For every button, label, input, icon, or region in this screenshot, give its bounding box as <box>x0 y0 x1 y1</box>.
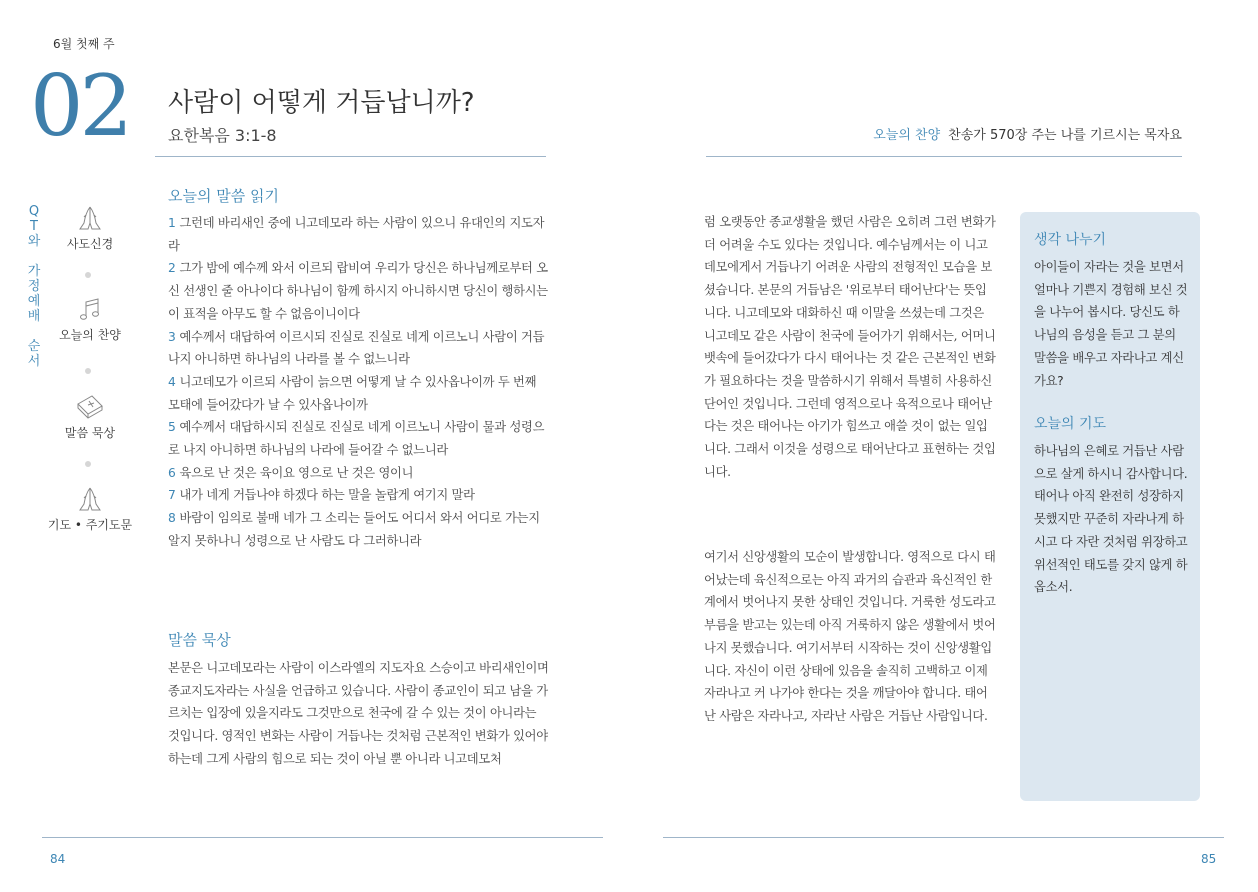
step-label: 오늘의 찬양 <box>59 328 121 342</box>
step-divider-dot <box>85 461 91 467</box>
verse: 1 그런데 바리새인 중에 니고데모라 하는 사람이 있으니 유대인의 지도자라 <box>168 216 545 253</box>
page-number-left: 84 <box>50 852 66 866</box>
footer-rule-right <box>663 837 1224 838</box>
sidebar-vertical-label: Q T 와 가 정 예 배 순 서 <box>27 204 41 369</box>
hymn-label: 오늘의 찬양 <box>873 128 941 143</box>
header-rule-left <box>155 156 546 157</box>
hymn-title: 찬송가 570장 주는 나를 기르시는 목자요 <box>948 128 1182 143</box>
step-divider-dot <box>85 272 91 278</box>
meditation-paragraph-left: 본문은 니고데모라는 사람이 이스라엘의 지도자요 스승이고 바리새인이며 종교지도자라는 사실을 언급하고 있습니다. 사람이 종교인이 되고 남을 가르치는 입장에 있을지라도 그것만으로 천국에 갈 수 있는 것이 아니라는 것입니다. 영적인 변화는 사람이 거듭나는 것처럼 근본적인 변화가 있어야 하는데 그게 사람의 힘으로 되는 것이 아닐 뿐 아니라 니고데모처 <box>168 661 549 766</box>
page-number-right: 85 <box>1201 852 1217 866</box>
meditation-paragraph-right: 럼 오랫동안 종교생활을 했던 사람은 오히려 그런 변화가 더 어려울 수도 있다는 것입니다. 예수님께서는 이 니고데모에게서 거듭나기 어려운 사람의 전형적인 모습을 보셨습니다. 본문의 거듭남은 '위로부터 태어난다'는 뜻입니다. 니고데모와 대화하신 때 이말을 쓰셨는데 그것은 니고데모 같은 사람이 천국에 들어가기 위해서는, 어머니 뱃속에 들어갔다가 다시 태어나는 것 같은 근본적인 변화가 필요하다는 것을 말씀하시기 위해서 특별히 사용하신 단어인 것입니다. 그런데 영적으로나 육적으로나 태어난다는 것은 태어나는 아기가 힘쓰고 애쓸 것이 없는 일입니다. 그래서 이것을 성령으로 태어난다고 표현하는 것입니다. <box>704 215 996 479</box>
step-label: 기도 • 주기도문 <box>47 518 133 532</box>
meditation-paragraph-2: 여기서 신앙생활의 모순이 발생합니다. 영적으로 다시 태어났는데 육신적으로는 아직 과거의 습관과 육신적인 한계에서 벗어나지 못한 상태인 것입니다. 거룩한 성도라고 부름을 받고는 있는데 아직 거룩하지 않은 생활에서 벗어나지 못했습니다. 여기서부터 시작하는 것이 신앙생활입니다. 자신이 이런 상태에 있음을 솔직히 고백하고 이제 자라나고 커 나가야 한다는 것을 깨달아야 합니다. 태어난 사람은 자라나고, 자라난 사람은 거듭난 사람입니다. <box>704 550 996 723</box>
verse: 5 예수께서 대답하시되 진실로 진실로 네게 이르노니 사람이 물과 성령으로 나지 아니하면 하나님의 나라에 들어갈 수 없느니라 <box>168 420 545 458</box>
prayer-text: 하나님의 은혜로 거듭난 사람으로 살게 하시니 감사합니다. 태어나 아직 완전히 성장하지 못했지만 꾸준히 자라나게 하시고 다 자란 것처럼 위장하고 위선적인 태도를 갖지 않게 하옵소서. <box>1034 444 1188 595</box>
step-apostles-creed <box>45 205 135 252</box>
step-label: 사도신경 <box>66 237 114 251</box>
reading-heading: 오늘의 말씀 읽기 <box>168 187 279 205</box>
header-rule-right <box>706 156 1182 157</box>
verse: 6 육으로 난 것은 육이요 영으로 난 것은 영이니 <box>168 465 414 480</box>
step-prayer <box>45 486 135 533</box>
scripture-reference: 요한복음 3:1-8 <box>168 126 277 145</box>
praying-hands-icon <box>75 486 105 514</box>
step-label: 말씀 묵상 <box>64 426 116 440</box>
step-divider-dot <box>85 368 91 374</box>
bible-icon <box>74 392 106 422</box>
page-title: 사람이 어떻게 거듭납니까? <box>168 88 475 118</box>
verse: 4 니고데모가 이르되 사람이 늙으면 어떻게 날 수 있사옵나이까 두 번째 모태에 들어갔다가 날 수 있사옵나이까 <box>168 374 537 412</box>
week-label: 6월 첫째 주 <box>53 37 115 51</box>
step-todays-hymn <box>45 296 135 343</box>
verse: 3 예수께서 대답하여 이르시되 진실로 진실로 네게 이르노니 사람이 거듭나지 아니하면 하나님의 나라를 볼 수 없느니라 <box>168 329 545 367</box>
meditation-heading: 말씀 묵상 <box>168 631 231 649</box>
share-text: 아이들이 자라는 것을 보면서 얼마나 기쁜지 경험해 보신 것을 나누어 봅시다. 당신도 하나님의 음성을 듣고 그 분의 말씀을 배우고 자라나고 계신가요? <box>1034 260 1188 388</box>
chapter-number: 02 <box>30 57 129 155</box>
praying-hands-icon <box>75 205 105 233</box>
verse: 7 내가 네게 거듭나야 하겠다 하는 말을 놀랍게 여기지 말라 <box>168 488 475 503</box>
step-word-meditation <box>45 392 135 441</box>
verse: 2 그가 밤에 예수께 와서 이르되 랍비여 우리가 당신은 하나님께로부터 오신 선생인 줄 아나이다 하나님이 함께 하시지 아니하시면 당신이 행하시는 이 표적을 아무도 할 수 없음이니이다 <box>168 261 548 321</box>
footer-rule-left <box>42 837 603 838</box>
prayer-heading: 오늘의 기도 <box>1034 416 1107 432</box>
verse-list <box>168 212 549 553</box>
hymn-line <box>873 124 1182 143</box>
verse: 8 바람이 임의로 불매 네가 그 소리는 들어도 어디서 와서 어디로 가는지 알지 못하나니 성령으로 난 사람도 다 그러하니라 <box>168 511 540 548</box>
music-note-icon <box>75 296 105 324</box>
share-heading: 생각 나누기 <box>1034 232 1107 248</box>
